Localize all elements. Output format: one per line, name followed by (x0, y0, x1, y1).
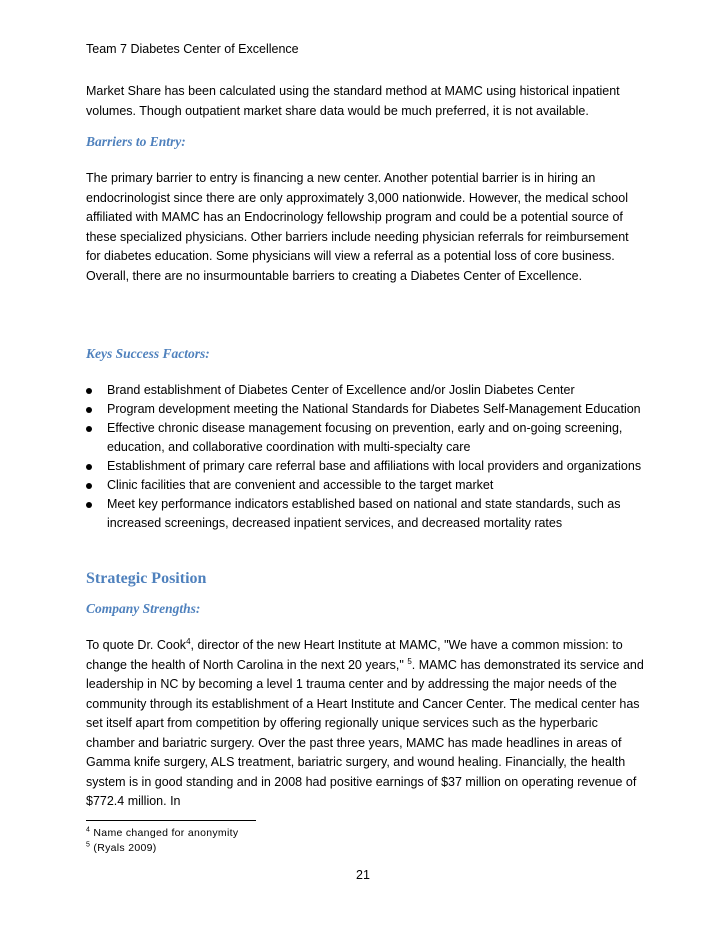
list-item-text: Clinic facilities that are convenient and accessible to the target market (107, 478, 494, 492)
market-share-paragraph: Market Share has been calculated using the standard method at MAMC using historical inpatient volumes. Though outpatient market share data would be much preferred, it is not available. (86, 84, 620, 118)
success-factors-heading: Keys Success Factors: (86, 346, 210, 361)
running-header: Team 7 Diabetes Center of Excellence (86, 42, 299, 56)
list-item-text: Brand establishment of Diabetes Center of Excellence and/or Joslin Diabetes Center (107, 383, 575, 397)
bullet-icon (86, 388, 92, 394)
footnote-5 (86, 842, 157, 854)
bullet-icon (86, 407, 92, 413)
list-item-text: Effective chronic disease management focusing on prevention, early and on-going screening, education, and collaborative coordination with multi-specialty care (107, 421, 623, 454)
barriers-paragraph: The primary barrier to entry is financing a new center. Another potential barrier is in hiring an endocrinologist since there are only approximately 3,000 nationwide. However, the medical school affiliated with MAMC has an Endocrinology fellowship program and could be a potential source of these specialized physicians. Other barriers include needing physician referrals for reimbursement for diabetes education. Some physicians will view a referral as a potential loss of core business. Overall, there are no insurmountable barriers to creating a Diabetes Center of Excellence. (86, 171, 629, 283)
company-strengths-heading: Company Strengths: (86, 601, 201, 616)
strengths-text-part1: To quote Dr. Cook (86, 638, 187, 652)
strategic-position-title: Strategic Position (86, 570, 207, 587)
page-number: 21 (356, 868, 370, 882)
strengths-text-part2: , director of the new Heart Institute at MAMC, "We have a common mission: to change the health of North Carolina in the next 20 years," (86, 638, 623, 672)
footnote-4 (86, 827, 238, 839)
list-item (86, 419, 646, 457)
footnote-mark: 5 (86, 841, 91, 849)
list-item-text: Establishment of primary care referral base and affiliations with local providers and organizations (107, 459, 642, 473)
bullet-icon (86, 483, 92, 489)
footnote-ref-4: 4 (186, 636, 191, 646)
list-item (86, 457, 646, 476)
footnote-text: (Ryals 2009) (90, 842, 157, 854)
footnote-mark: 4 (86, 826, 91, 834)
bullet-icon (86, 426, 92, 432)
list-item (86, 381, 646, 400)
success-factors-list (86, 381, 646, 533)
footnote-ref-5: 5 (407, 656, 412, 666)
barriers-heading: Barriers to Entry: (86, 134, 186, 149)
list-item-text: Meet key performance indicators established based on national and state standards, such as increased screenings, decreased inpatient services, and decreased mortality rates (107, 497, 621, 530)
list-item (86, 400, 646, 419)
list-item-text: Program development meeting the National Standards for Diabetes Self-Management Education (107, 402, 641, 416)
list-item (86, 476, 646, 495)
strengths-text-part3: . MAMC has demonstrated its service and leadership in NC by becoming a level 1 trauma center and by addressing the major needs of the community through its establishment of a Heart Institute and Cancer Center. The medical center has set itself apart from competition by offering regionally unique services such as the hyperbaric chamber and bariatric surgery. Over the past three years, MAMC has made headlines in areas of Gamma knife surgery, ALS treatment, bariatric surgery, and wound healing. Financially, the health system is in good standing and in 2008 had positive earnings of $37 million on operating revenue of $772.4 million. In (86, 657, 644, 808)
footnote-text: Name changed for anonymity (90, 827, 239, 839)
footnote-divider (86, 820, 256, 821)
bullet-icon (86, 464, 92, 470)
list-item (86, 495, 646, 533)
bullet-icon (86, 502, 92, 508)
company-strengths-paragraph (86, 636, 646, 812)
